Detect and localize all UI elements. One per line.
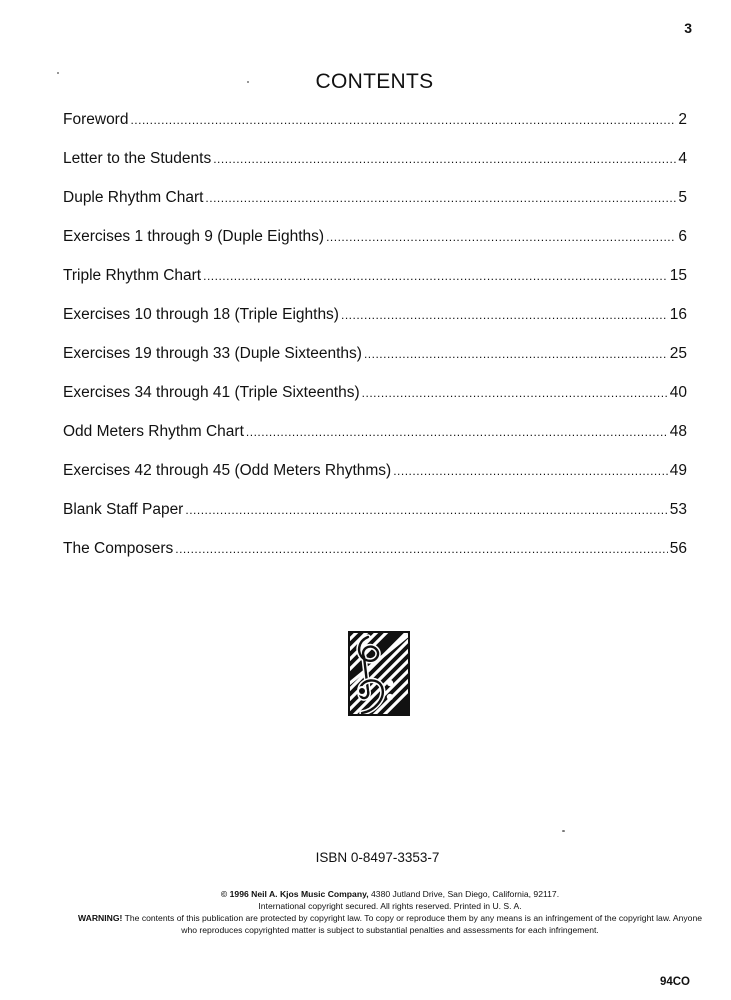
copyright-holder: © 1996 Neil A. Kjos Music Company, [220, 889, 369, 899]
toc-entry-label: Blank Staff Paper [63, 501, 184, 518]
dot-leader [393, 460, 668, 482]
toc-entry-page: 6 [678, 228, 687, 245]
toc-entry[interactable] [63, 109, 687, 148]
toc-entry-label: Duple Rhythm Chart [63, 189, 204, 206]
warning-text [70, 912, 710, 936]
toc-entry-label: Exercises 42 through 45 (Odd Meters Rhythms) [63, 462, 392, 479]
toc-entry[interactable] [63, 148, 687, 187]
copyright-line [70, 888, 710, 900]
toc-entry-page: 49 [669, 462, 687, 479]
isbn: ISBN 0-8497-3353-7 [315, 850, 440, 865]
toc-entry-page: 15 [669, 267, 687, 284]
table-of-contents [63, 109, 687, 577]
toc-entry[interactable] [63, 187, 687, 226]
toc-entry[interactable] [63, 421, 687, 460]
toc-entry[interactable] [63, 265, 687, 304]
toc-entry-label: Odd Meters Rhythm Chart [63, 423, 244, 440]
toc-entry[interactable] [63, 226, 687, 265]
dot-leader [341, 304, 668, 326]
toc-entry[interactable] [63, 304, 687, 343]
toc-entry-label: The Composers [63, 540, 174, 557]
dot-leader [130, 109, 676, 131]
toc-entry-page: 25 [669, 345, 687, 362]
toc-entry[interactable] [63, 499, 687, 538]
catalog-code: 94CO [659, 976, 690, 988]
page-title: CONTENTS [315, 70, 434, 93]
toc-entry-label: Exercises 1 through 9 (Duple Eighths) [63, 228, 325, 245]
warning-body: The contents of this publication are protected by copyright law. To copy or reproduce them by any means is an infringement of the copyright law. Anyone who reproduces copyrighted matter is subject to substantial penalties and assessments for each infringement. [122, 913, 703, 935]
dot-leader [205, 187, 676, 209]
toc-entry-page: 56 [669, 540, 687, 557]
toc-entry[interactable] [63, 382, 687, 421]
toc-entry-label: Triple Rhythm Chart [63, 267, 202, 284]
toc-entry-page: 53 [669, 501, 687, 518]
dot-leader [213, 148, 676, 170]
copyright-address: 4380 Jutland Drive, San Diego, California, 92117. [368, 889, 560, 899]
toc-entry-label: Exercises 19 through 33 (Duple Sixteenths) [63, 345, 362, 362]
page-number: 3 [684, 20, 692, 36]
toc-entry-page: 2 [678, 111, 687, 128]
toc-entry[interactable] [63, 343, 687, 382]
toc-entry-page: 4 [678, 150, 687, 167]
toc-entry-page: 48 [669, 423, 687, 440]
toc-entry-label: Exercises 10 through 18 (Triple Eighths) [63, 306, 339, 323]
dot-leader [246, 421, 668, 443]
toc-entry-label: Letter to the Students [63, 150, 212, 167]
toc-entry-label: Foreword [63, 111, 129, 128]
copyright-notice [70, 888, 710, 936]
toc-entry[interactable] [63, 460, 687, 499]
toc-entry-page: 5 [678, 189, 687, 206]
dot-leader [362, 382, 668, 404]
toc-entry-page: 16 [669, 306, 687, 323]
scan-speck [247, 81, 249, 83]
dot-leader [185, 499, 667, 521]
warning-label: WARNING! [77, 913, 123, 923]
kjos-treble-bass-clef-logo-icon [348, 631, 410, 716]
toc-entry-label: Exercises 34 through 41 (Triple Sixteenths) [63, 384, 360, 401]
dot-leader [203, 265, 668, 287]
scan-speck [57, 72, 59, 74]
toc-entry-page: 40 [669, 384, 687, 401]
dot-leader [364, 343, 668, 365]
scan-speck [562, 830, 565, 832]
rights-line: International copyright secured. All rights reserved. Printed in U. S. A. [258, 901, 522, 911]
dot-leader [175, 538, 667, 560]
toc-entry[interactable] [63, 538, 687, 577]
dot-leader [326, 226, 676, 248]
